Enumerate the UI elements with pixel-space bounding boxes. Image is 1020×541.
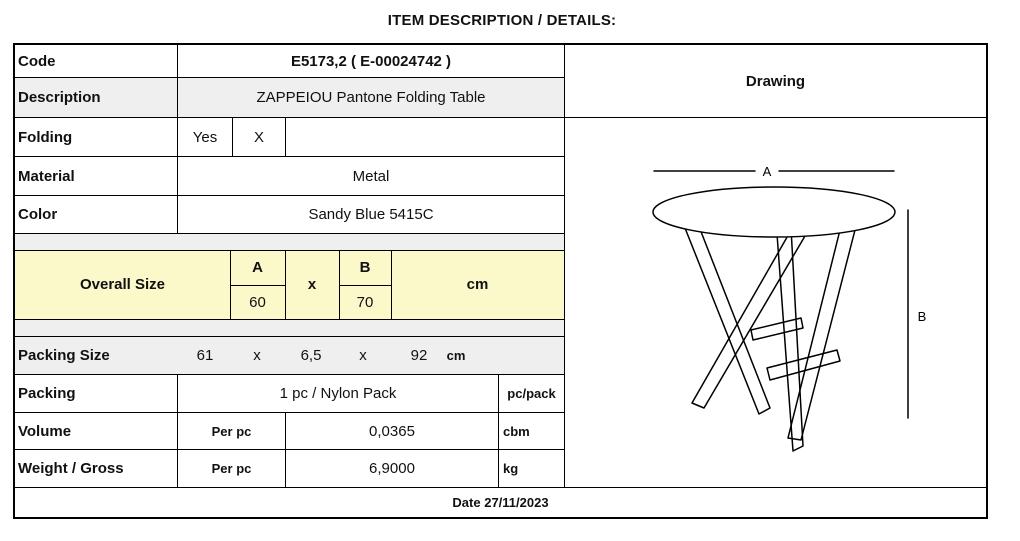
packing-size-label: Packing Size: [18, 346, 110, 364]
packing-size-x2: x: [359, 346, 367, 364]
packing-value: 1 pc / Nylon Pack: [177, 374, 498, 412]
overall-size-b-header: B: [359, 259, 371, 276]
packing-label: Packing: [15, 374, 177, 412]
table-drawing: [565, 118, 986, 487]
page-title: ITEM DESCRIPTION / DETAILS:: [387, 12, 617, 29]
packing-size-x1: x: [253, 346, 261, 364]
code-value: E5173,2 ( E-00024742 ): [177, 45, 564, 77]
folding-mark: X: [232, 117, 285, 156]
code-label: Code: [18, 52, 56, 70]
volume-unit: cbm: [498, 412, 564, 449]
weight-value: 6,9000: [285, 449, 498, 487]
folding-yes: Yes: [177, 117, 232, 156]
packing-size-d2: 6,5: [300, 346, 322, 364]
date-footer: Date 27/11/2023: [15, 487, 986, 517]
overall-size-a-header: A: [252, 259, 263, 276]
weight-label: Weight / Gross: [15, 449, 177, 487]
item-details-sheet: [13, 43, 988, 519]
color-value: Sandy Blue 5415C: [177, 195, 564, 233]
weight-unit: kg: [498, 449, 564, 487]
overall-size-a-value: 60: [230, 285, 285, 319]
overall-size-label: Overall Size: [79, 276, 166, 293]
spacer-row: [15, 233, 564, 250]
description-label: Description: [15, 77, 177, 117]
packing-size-d1: 61: [196, 346, 214, 364]
folding-empty: [285, 117, 564, 156]
table-leg: [788, 226, 855, 440]
color-label: Color: [15, 195, 177, 233]
packing-size-unit: cm: [446, 347, 466, 363]
dimension-label-a: A: [762, 164, 772, 179]
volume-per: Per pc: [177, 412, 285, 449]
packing-unit: pc/pack: [498, 374, 564, 412]
packing-size-d3: 92: [410, 346, 428, 364]
folding-label: Folding: [15, 117, 177, 156]
material-value: Metal: [177, 156, 564, 195]
volume-value: 0,0365: [285, 412, 498, 449]
weight-per: Per pc: [177, 449, 285, 487]
material-label: Material: [15, 156, 177, 195]
spacer-row: [15, 319, 564, 336]
overall-size-unit: cm: [466, 276, 489, 293]
description-value: ZAPPEIOU Pantone Folding Table: [177, 77, 564, 117]
table-leg: [685, 224, 770, 414]
overall-size-b-value: 70: [339, 285, 391, 319]
volume-label: Volume: [15, 412, 177, 449]
dimension-label-b: B: [917, 309, 927, 324]
table-top: [653, 187, 895, 237]
cross-brace: [751, 318, 803, 340]
drawing-header: Drawing: [745, 72, 806, 90]
overall-size-times: x: [307, 276, 317, 293]
